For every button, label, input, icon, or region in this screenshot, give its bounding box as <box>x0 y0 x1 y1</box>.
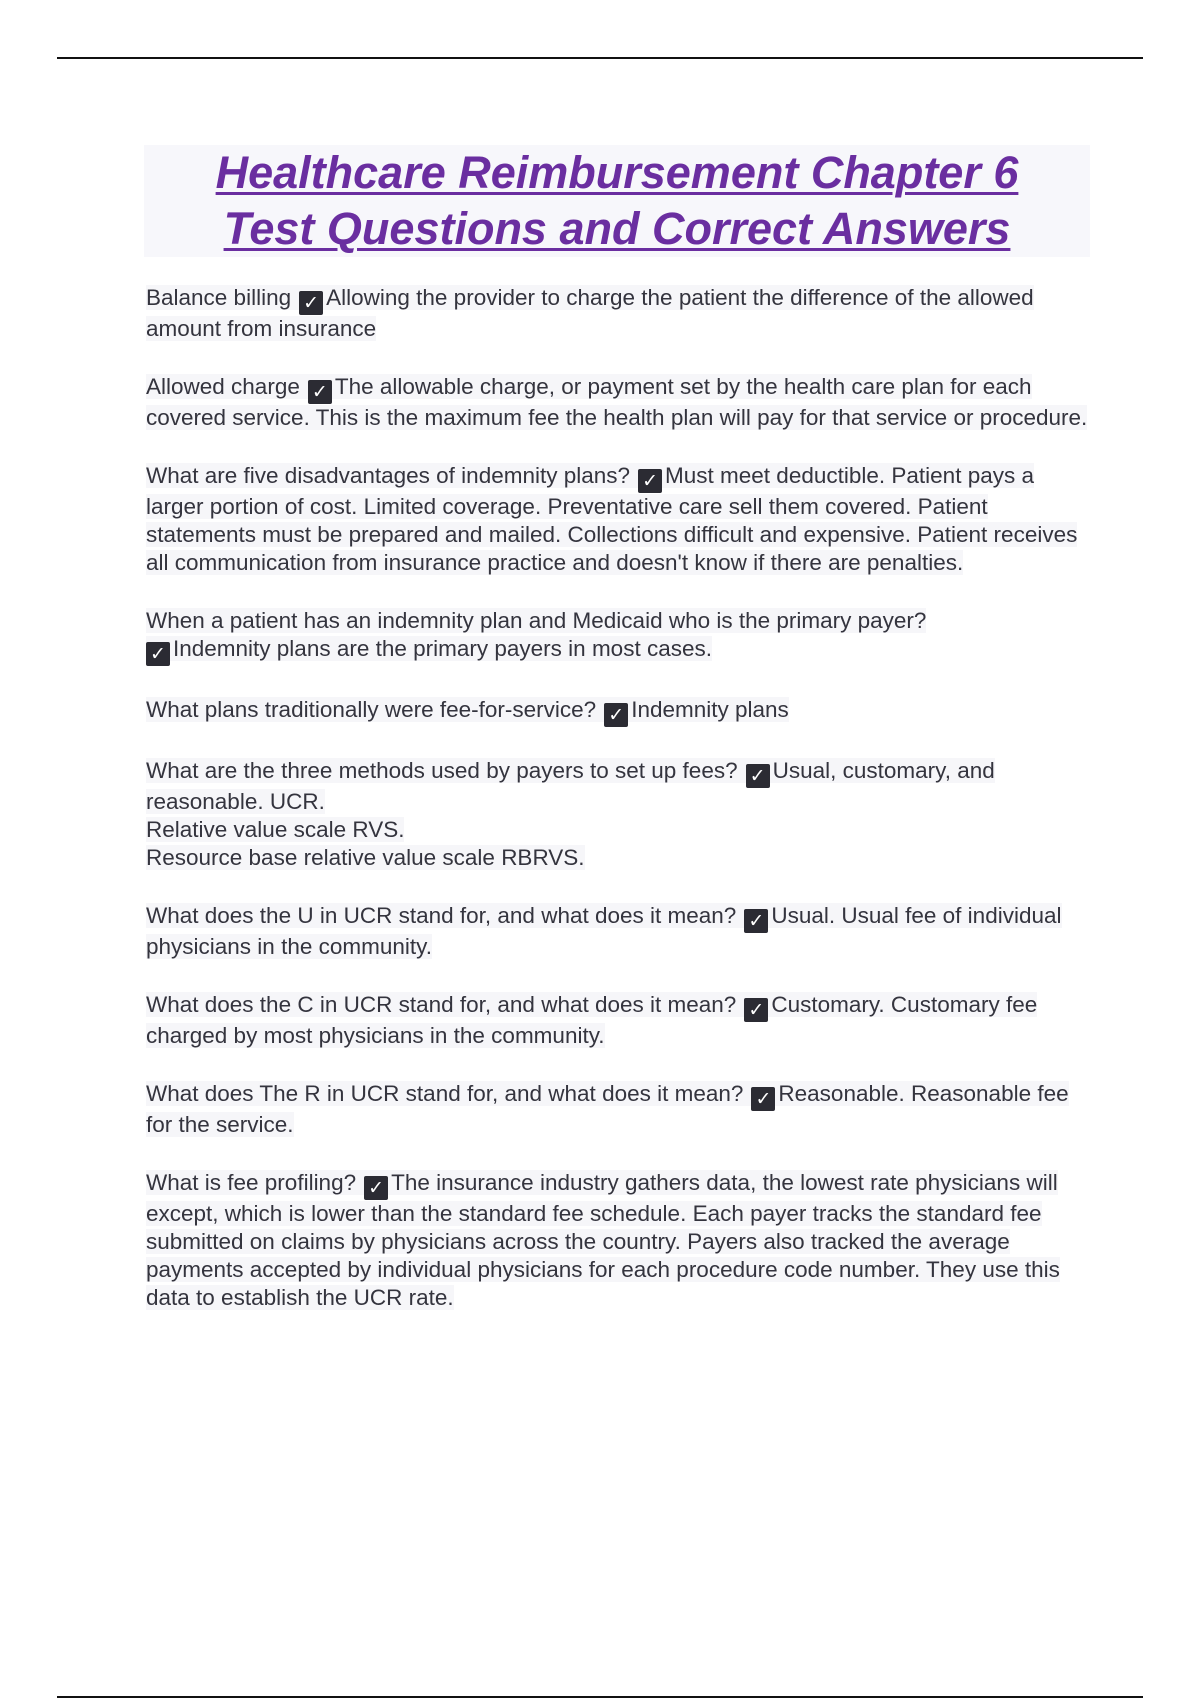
check-box-icon: ✓ <box>744 998 768 1022</box>
answer-extra-line: Resource base relative value scale RBRVS. <box>146 845 585 870</box>
question-text: What plans traditionally were fee-for-service? <box>146 697 597 722</box>
top-rule <box>57 57 1143 59</box>
check-box-icon: ✓ <box>751 1087 775 1111</box>
question-text: Allowed charge <box>146 374 300 399</box>
answer-text: Usual, customary, and reasonable. UCR. <box>146 758 995 814</box>
title-line-2: Test Questions and Correct Answers <box>223 203 1011 254</box>
check-box-icon: ✓ <box>308 380 332 404</box>
qa-item <box>146 991 1092 1050</box>
answer-text: Customary. Customary fee charged by most physicians in the community. <box>146 992 1038 1048</box>
qa-item <box>146 1080 1092 1139</box>
qa-list <box>146 284 1092 1342</box>
qa-item <box>146 696 1092 727</box>
answer-text: Indemnity plans are the primary payers in most cases. <box>173 636 712 661</box>
bottom-rule <box>57 1696 1143 1698</box>
qa-item <box>146 902 1092 961</box>
question-text: What does The R in UCR stand for, and what does it mean? <box>146 1081 744 1106</box>
question-text: What is fee profiling? <box>146 1170 357 1195</box>
qa-item <box>146 373 1092 432</box>
check-box-icon: ✓ <box>746 764 770 788</box>
check-box-icon: ✓ <box>744 909 768 933</box>
question-text: What does the U in UCR stand for, and what does it mean? <box>146 903 737 928</box>
check-box-icon: ✓ <box>146 642 170 666</box>
answer-extra-line: Relative value scale RVS. <box>146 817 405 842</box>
qa-item <box>146 1169 1092 1312</box>
title-block <box>144 145 1090 257</box>
question-text: What are the three methods used by payers to set up fees? <box>146 758 738 783</box>
check-box-icon: ✓ <box>299 291 323 315</box>
qa-item <box>146 607 1092 666</box>
question-text: What does the C in UCR stand for, and what does it mean? <box>146 992 737 1017</box>
answer-text: Reasonable. Reasonable fee for the service. <box>146 1081 1069 1137</box>
answer-text: Must meet deductible. Patient pays a larger portion of cost. Limited coverage. Preventative care sell them covered. Patient statements must be prepared and mailed. Collections difficult and expensive. Patient receives all communication from insurance practice and doesn't know if there are penalties. <box>146 463 1078 575</box>
qa-item <box>146 757 1092 872</box>
answer-text: Indemnity plans <box>631 697 789 722</box>
question-text: Balance billing <box>146 285 292 310</box>
qa-item <box>146 284 1092 343</box>
answer-text: Usual. Usual fee of individual physicians in the community. <box>146 903 1062 959</box>
answer-text: The allowable charge, or payment set by the health care plan for each covered service. This is the maximum fee the health plan will pay for that service or procedure. <box>146 374 1088 430</box>
check-box-icon: ✓ <box>638 469 662 493</box>
question-text: What are five disadvantages of indemnity plans? <box>146 463 631 488</box>
title-line-1: Healthcare Reimbursement Chapter 6 <box>215 147 1019 198</box>
answer-text: Allowing the provider to charge the patient the difference of the allowed amount from insurance <box>146 285 1034 341</box>
check-box-icon: ✓ <box>604 703 628 727</box>
qa-item <box>146 462 1092 577</box>
question-text: When a patient has an indemnity plan and Medicaid who is the primary payer? <box>146 608 927 633</box>
check-box-icon: ✓ <box>364 1176 388 1200</box>
answer-text: The insurance industry gathers data, the lowest rate physicians will except, which is lower than the standard fee schedule. Each payer tracks the standard fee submitted on claims by physicians across the country. Payers also tracked the average payments accepted by individual physicians for each procedure code number. They use this data to establish the UCR rate. <box>146 1170 1060 1310</box>
